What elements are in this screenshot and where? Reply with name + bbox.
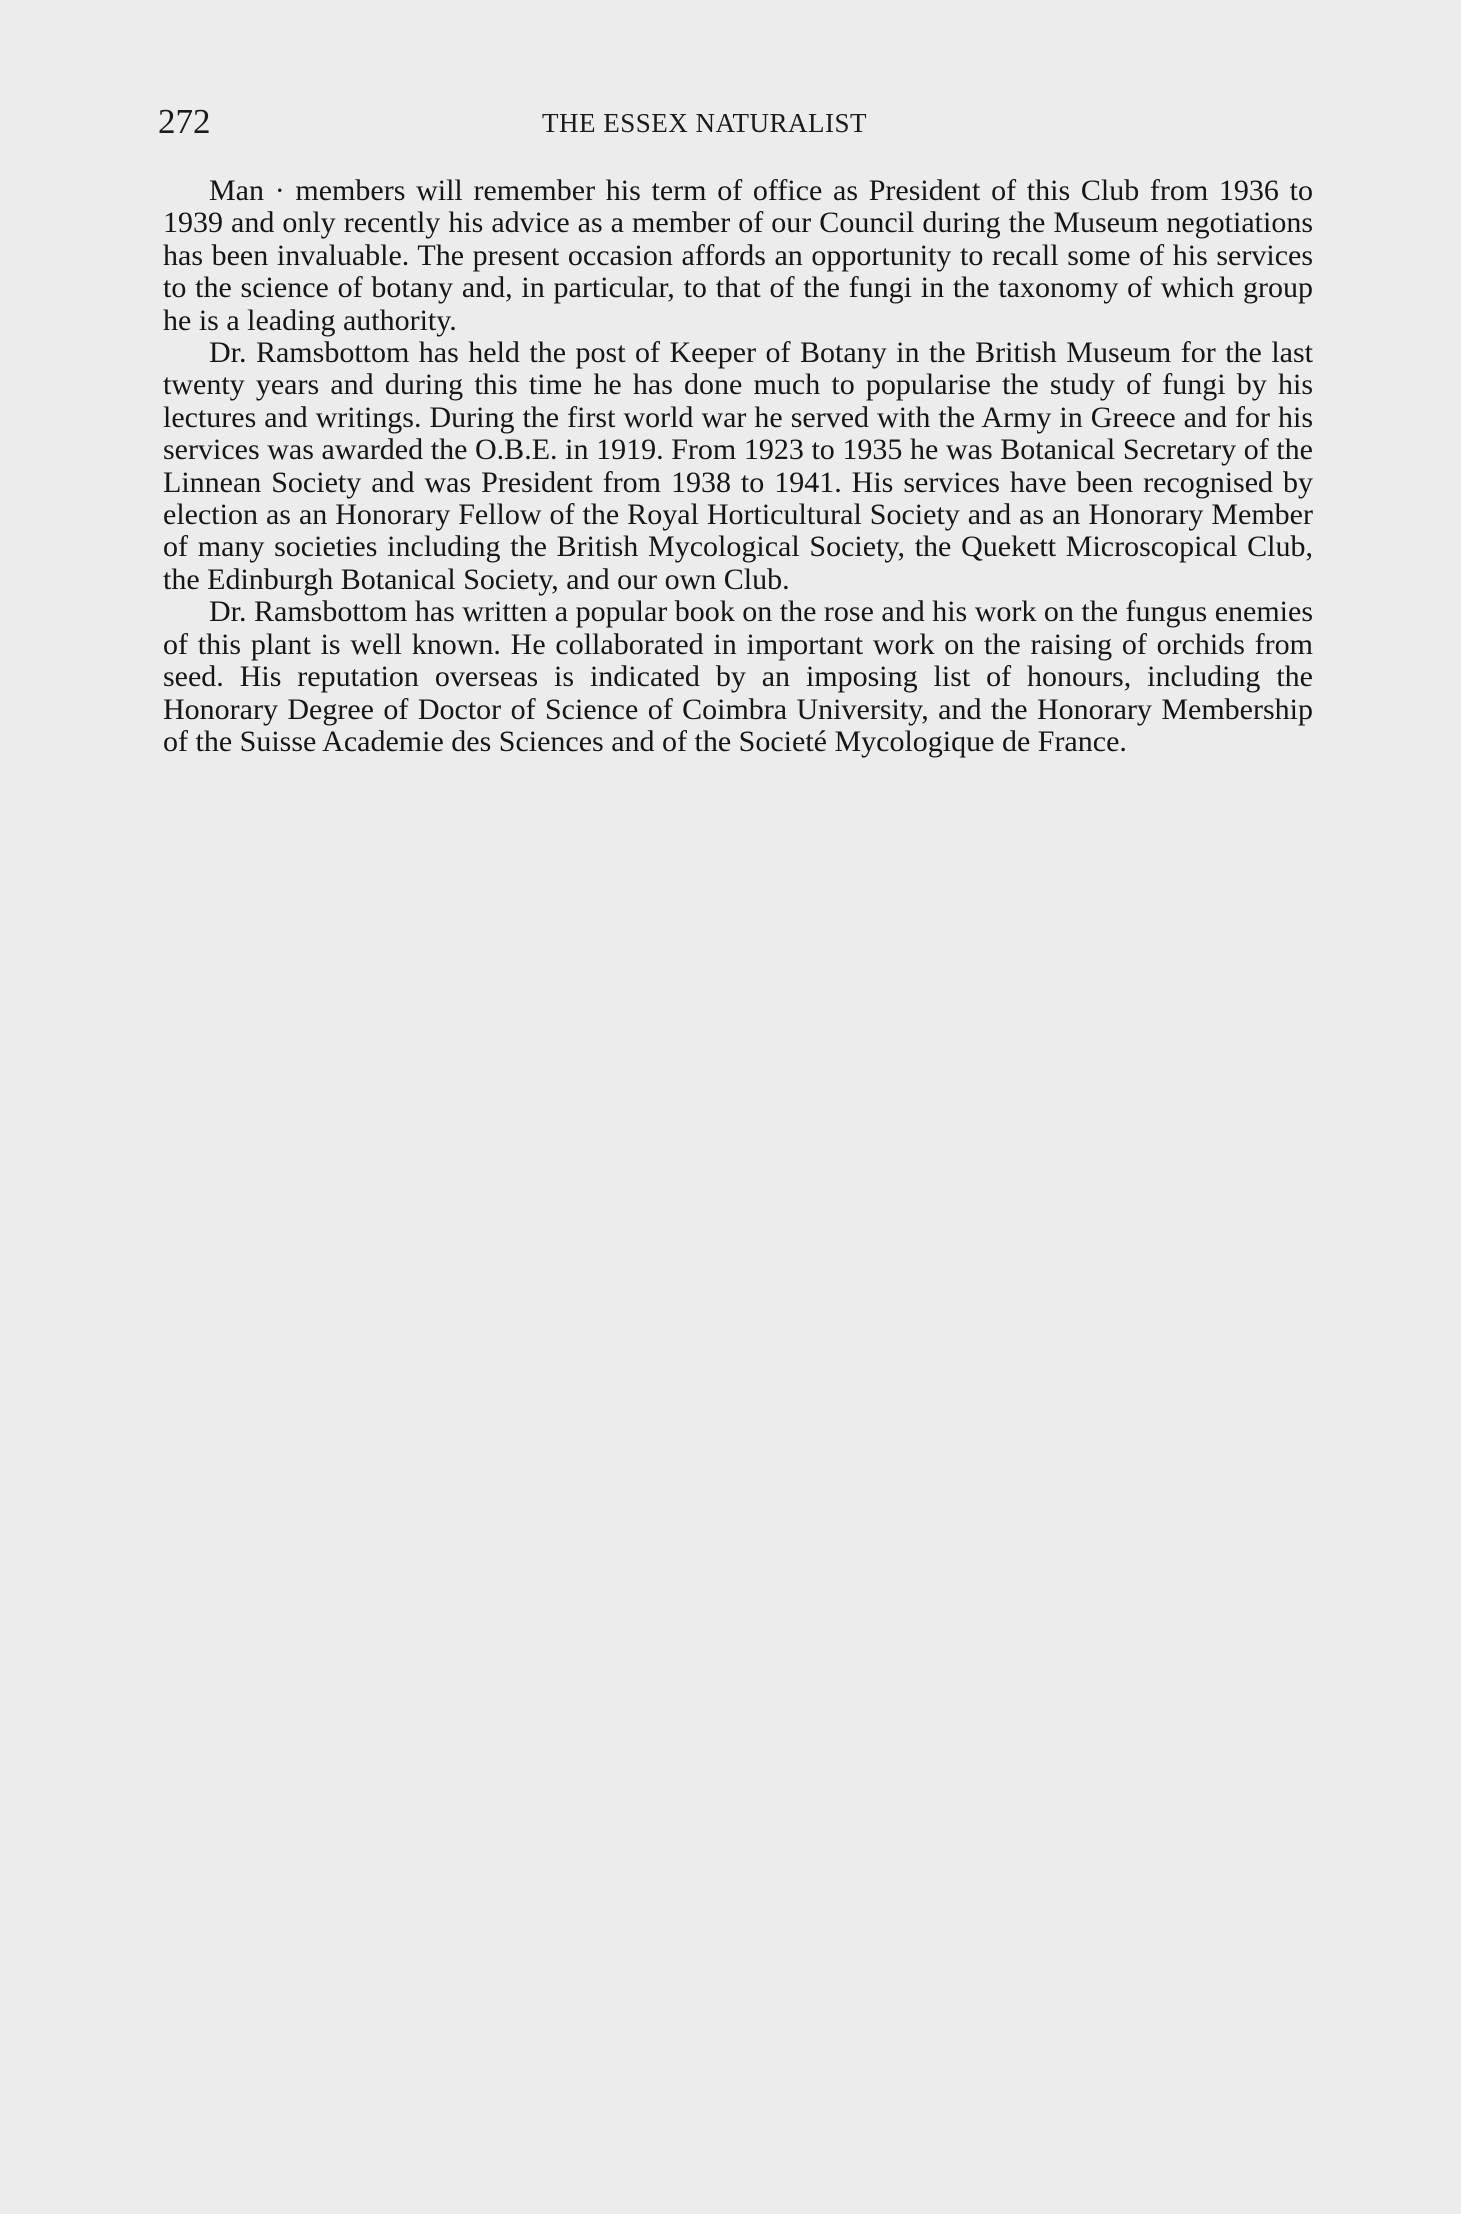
journal-title: THE ESSEX NATURALIST [542,108,867,138]
paragraph-term-of-office: Man · members will remember his term of office as President of this Club from 1936 to 1939 and only recently his advice as a member of our Council during the Museum negotiations has been invaluable. The present occasion affords an opportunity to recall some of his services to the science of botany and, in particular, to that of the fungi in the taxonomy of which group he is a leading authority. [163,174,1313,337]
running-head [158,102,1308,142]
paragraph-keeper-of-botany: Dr. Ramsbottom has held the post of Keeper of Botany in the British Museum for the last twenty years and during this time he has done much to popularise the study of fungi by his lectures and writings. During the first world war he served with the Army in Greece and for his services was awarded the O.B.E. in 1919. From 1923 to 1935 he was Botanical Secretary of the Linnean Society and was President from 1938 to 1941. His services have been recognised by election as an Honorary Fellow of the Royal Horticultural Society and as an Honorary Member of many societies including the British Mycological Society, the Quekett Microscopical Club, the Edinburgh Botanical Society, and our own Club. [163,336,1313,596]
body-text [163,175,1313,758]
page-number: 272 [158,102,211,141]
paragraph-honours: Dr. Ramsbottom has written a popular book on the rose and his work on the fungus enemies of this plant is well known. He collaborated in important work on the raising of orchids from seed. His reputation overseas is indicated by an imposing list of honours, including the Honorary Degree of Doctor of Science of Coimbra University, and the Honorary Membership of the Suisse Academie des Sciences and of the Societé Mycologique de France. [163,595,1313,758]
